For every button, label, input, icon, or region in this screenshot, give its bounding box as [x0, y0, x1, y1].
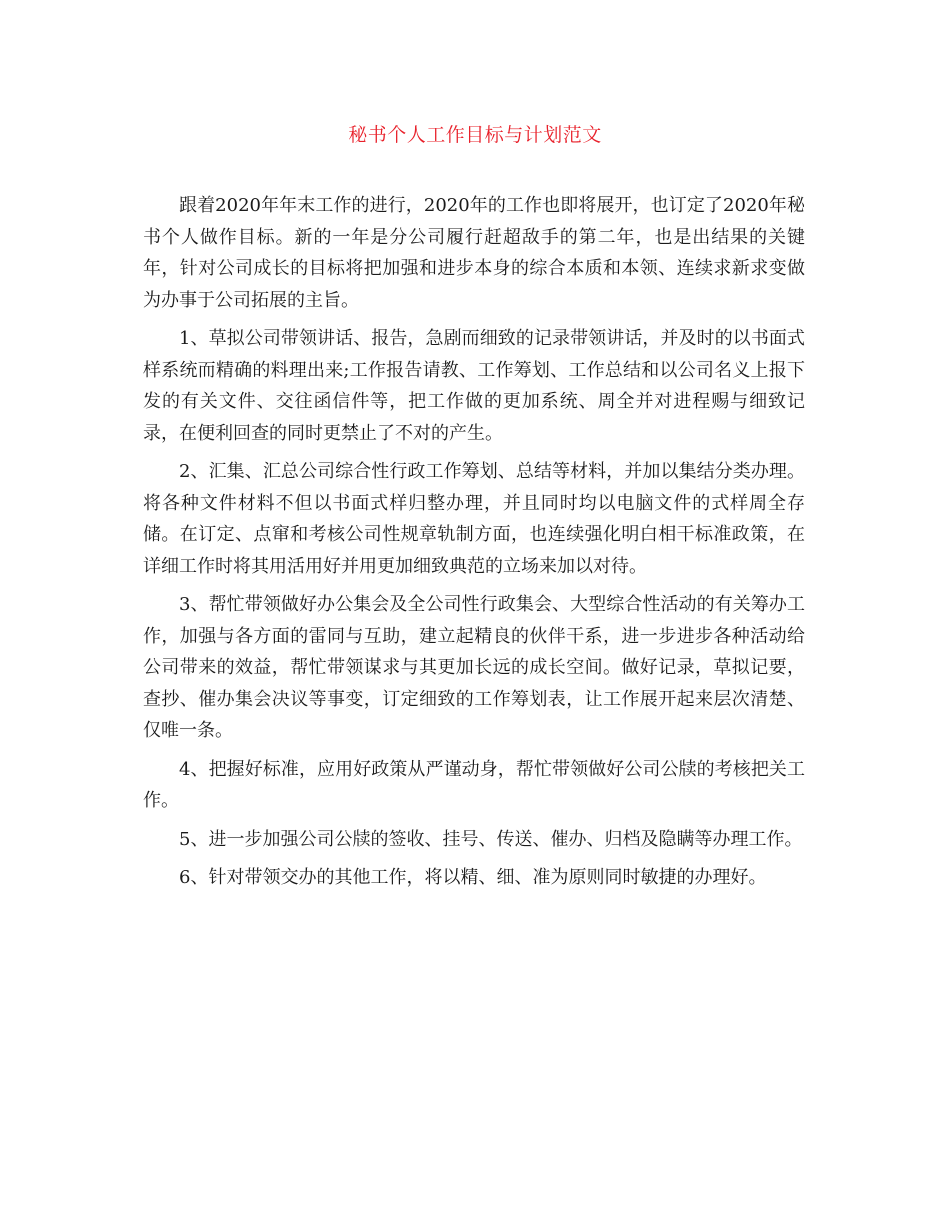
paragraph-item-2: 2、汇集、汇总公司综合性行政工作筹划、总结等材料，并加以集结分类办理。将各种文件材料不但以书面式样归整办理，并且同时均以电脑文件的式样周全存储。在订定、点窜和考核公司性规章轨制方面，也连续强化明白相干标准政策，在详细工作时将其用活用好并用更加细致典范的立场来加以对待。: [143, 461, 805, 577]
paragraph-item-4: 4、把握好标准，应用好政策从严谨动身，帮忙带领做好公司公牍的考核把关工作。: [143, 758, 805, 811]
document-body: [143, 190, 805, 901]
paragraph-item-5: 5、进一步加强公司公牍的签收、挂号、传送、催办、归档及隐瞒等办理工作。: [179, 828, 803, 850]
paragraph-item-3: 3、帮忙带领做好办公集会及全公司性行政集会、大型综合性活动的有关筹办工作，加强与各方面的雷同与互助，建立起精良的伙伴干系，进一步进步各种活动给公司带来的效益，帮忙带领谋求与其更加长远的成长空间。做好记录，草拟记要，查抄、催办集会决议等事变，订定细致的工作筹划表，让工作展开起来层次清楚、仅唯一条。: [143, 594, 805, 741]
document-title: 秘书个人工作目标与计划范文: [348, 124, 602, 146]
paragraph-item-1: 1、草拟公司带领讲话、报告，急剧而细致的记录带领讲话，并及时的以书面式样系统而精确的料理出来;工作报告请教、工作筹划、工作总结和以公司名义上报下发的有关文件、交往函信件等，把工作做的更加系统、周全并对进程赐与细致记录，在便利回查的同时更禁止了不对的产生。: [143, 328, 805, 444]
paragraph-item-6: 6、针对带领交办的其他工作，将以精、细、准为原则同时敏捷的办理好。: [179, 867, 767, 888]
paragraph-intro: 跟着2020年年末工作的进行，2020年的工作也即将展开，也订定了2020年秘书个人做作目标。新的一年是分公司履行赶超敌手的第二年，也是出结果的关键年，针对公司成长的目标将把加强和进步本身的综合本质和本领、连续求新求变做为办事于公司拓展的主旨。: [143, 195, 805, 311]
